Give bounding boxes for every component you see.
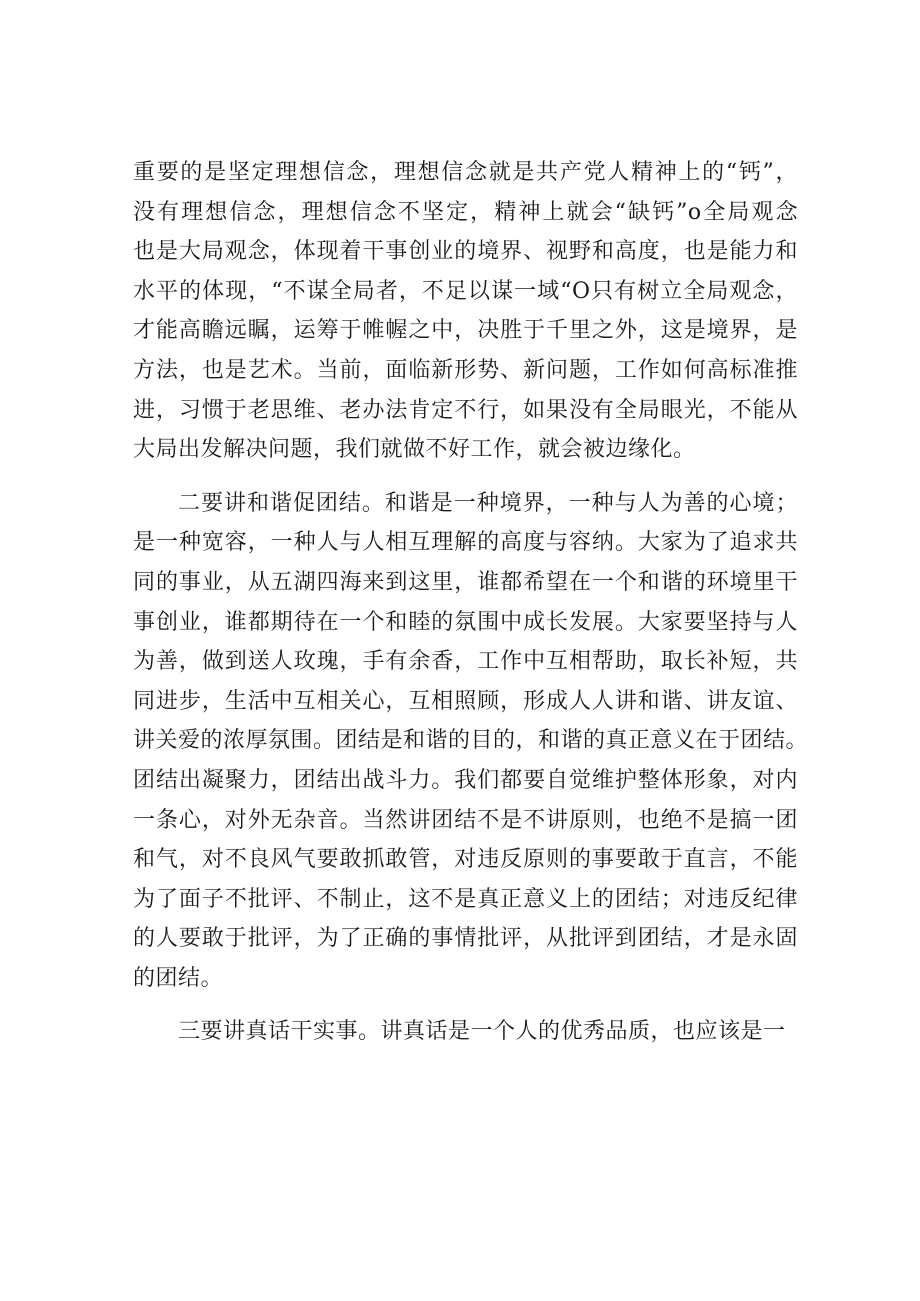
paragraph-line: 事创业，谁都期待在一个和睦的氛围中成长发展。大家要坚持与人 xyxy=(133,609,798,635)
paragraph-spacer xyxy=(133,998,798,1012)
paragraph-line: 也是大局观念，体现着干事创业的境界、视野和高度，也是能力和 xyxy=(133,239,798,265)
paragraph-line: 方法，也是艺术。当前，面临新形势、新问题，工作如何高标准推 xyxy=(133,357,798,383)
paragraph-line: 同的事业，从五湖四海来到这里，谁都希望在一个和谐的环境里干 xyxy=(133,569,798,595)
paragraph-line: 为了面子不批评、不制止，这不是真正意义上的团结；对违反纪律 xyxy=(133,886,798,912)
paragraph-line: 为善，做到送人玫瑰，手有余香，工作中互相帮助，取长补短，共 xyxy=(133,649,798,675)
paragraph-line: 团结出凝聚力，团结出战斗力。我们都要自觉维护整体形象，对内 xyxy=(133,767,798,793)
paragraph-3 xyxy=(133,1012,798,1052)
paragraph-1 xyxy=(133,153,798,470)
paragraph-line: 的人要敢于批评，为了正确的事情批评，从批评到团结，才是永固 xyxy=(133,926,798,952)
paragraph-line: 的团结。 xyxy=(133,965,224,991)
body-text xyxy=(133,153,809,1052)
paragraph-line: 进，习惯于老思维、老办法肯定不行，如果没有全局眼光，不能从 xyxy=(133,397,798,423)
paragraph-line: 同进步，生活中互相关心，互相照顾，形成人人讲和谐、讲友谊、 xyxy=(133,688,798,714)
paragraph-line: 水平的体现，“不谋全局者，不足以谋一域“O只有树立全局观念， xyxy=(133,278,798,304)
paragraph-line: 没有理想信念，理想信念不坚定，精神上就会“缺钙”o全局观念 xyxy=(133,199,798,225)
paragraph-spacer xyxy=(133,470,798,484)
paragraph-line: 一条心，对外无杂音。当然讲团结不是不讲原则，也绝不是搞一团 xyxy=(133,807,798,833)
paragraph-line: 是一种宽容，一种人与人相互理解的高度与容纳。大家为了追求共 xyxy=(133,530,798,556)
paragraph-line: 二要讲和谐促团结。和谐是一种境界，一种与人为善的心境； xyxy=(178,490,798,516)
paragraph-line: 和气，对不良风气要敢抓敢管，对违反原则的事要敢于直言，不能 xyxy=(133,847,798,873)
paragraph-line: 大局出发解决问题，我们就做不好工作，就会被边缘化。 xyxy=(133,437,696,463)
paragraph-line: 讲关爱的浓厚氛围。团结是和谐的目的，和谐的真正意义在于团结。 xyxy=(133,728,809,754)
paragraph-line: 才能高瞻远瞩，运筹于帷幄之中，决胜于千里之外，这是境界，是 xyxy=(133,318,798,344)
paragraph-2 xyxy=(133,484,809,999)
paragraph-line: 三要讲真话干实事。讲真话是一个人的优秀品质，也应该是一 xyxy=(178,1019,786,1045)
paragraph-line: 重要的是坚定理想信念，理想信念就是共产党人精神上的“钙”， xyxy=(133,160,798,185)
